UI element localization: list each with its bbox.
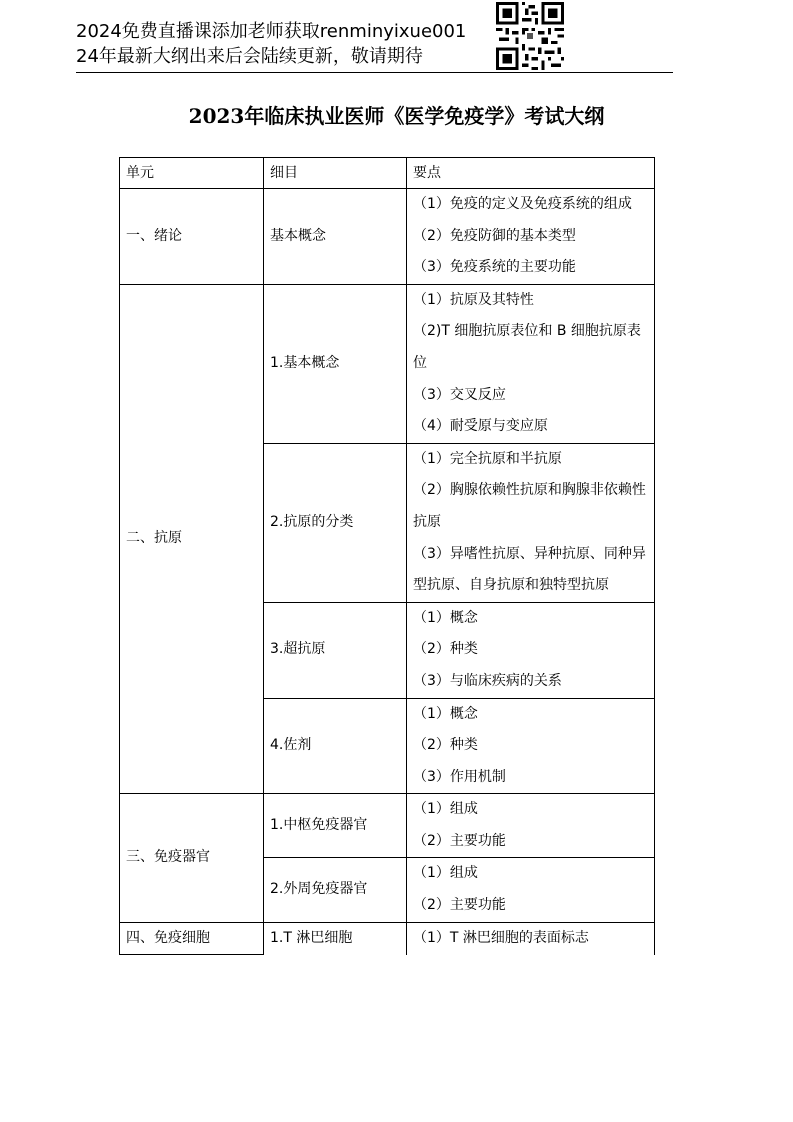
- point-text: （2）免疫防御的基本类型: [413, 227, 576, 244]
- point-text: （2）主要功能: [413, 897, 506, 914]
- point-text: （2）种类: [413, 641, 478, 658]
- point-text: （1）概念: [413, 705, 478, 722]
- table-header-row: [120, 158, 655, 189]
- points-cell: [407, 698, 655, 794]
- point-text: （1）概念: [413, 609, 478, 626]
- points-cell: [407, 922, 655, 955]
- point-text: （3）交叉反应: [413, 386, 506, 403]
- item-cell: 4.佐剂: [264, 698, 407, 794]
- header-unit: 单元: [120, 158, 264, 189]
- qr-code-icon: [496, 2, 564, 70]
- point-text: （1）组成: [413, 801, 478, 818]
- point-text: （3）异嗜性抗原、异种抗原、同种异型抗原、自身抗原和独特型抗原: [413, 545, 646, 594]
- header-points: 要点: [407, 158, 655, 189]
- table-row: [120, 794, 655, 858]
- item-cell: 2.外周免疫器官: [264, 858, 407, 922]
- header-rule: [76, 72, 673, 73]
- point-text: （3）作用机制: [413, 768, 506, 785]
- header-item: 细目: [264, 158, 407, 189]
- point-text: （1）完全抗原和半抗原: [413, 450, 562, 467]
- promo-line-1: 2024免费直播课添加老师获取renminyixue001: [76, 21, 467, 42]
- point-text: （2）主要功能: [413, 832, 506, 849]
- table-row: [120, 189, 655, 285]
- point-text: （3）与临床疾病的关系: [413, 672, 562, 689]
- item-cell: 1.中枢免疫器官: [264, 794, 407, 858]
- unit-cell: 三、免疫器官: [120, 794, 264, 922]
- unit-cell: 四、免疫细胞: [120, 922, 264, 955]
- point-text: （1）抗原及其特性: [413, 291, 534, 308]
- point-text: （2)T 细胞抗原表位和 B 细胞抗原表位: [413, 323, 641, 371]
- item-cell: 3.超抗原: [264, 602, 407, 698]
- page-title: 2023年临床执业医师《医学免疫学》考试大纲: [188, 104, 605, 128]
- points-cell: [407, 794, 655, 858]
- points-cell: [407, 858, 655, 922]
- promo-line-2: 24年最新大纲出来后会陆续更新，敬请期待: [76, 46, 423, 67]
- points-cell: [407, 189, 655, 285]
- table-row: [120, 284, 655, 443]
- unit-cell: 二、抗原: [120, 284, 264, 794]
- point-text: （1）免疫的定义及免疫系统的组成: [413, 196, 632, 212]
- unit-cell: 一、绪论: [120, 189, 264, 285]
- points-cell: [407, 443, 655, 602]
- item-cell: 1.基本概念: [264, 284, 407, 443]
- promo-header: [76, 20, 466, 68]
- point-text: （1）T 淋巴细胞的表面标志: [413, 929, 589, 946]
- table-row: [120, 922, 655, 955]
- point-text: （4）耐受原与变应原: [413, 418, 548, 435]
- point-text: （3）免疫系统的主要功能: [413, 259, 576, 276]
- points-cell: [407, 284, 655, 443]
- syllabus-table: [119, 157, 655, 955]
- points-cell: [407, 602, 655, 698]
- item-cell: 基本概念: [264, 189, 407, 285]
- item-cell: 2.抗原的分类: [264, 443, 407, 602]
- item-cell: 1.T 淋巴细胞: [264, 922, 407, 955]
- point-text: （2）种类: [413, 737, 478, 754]
- point-text: （1）组成: [413, 865, 478, 882]
- point-text: （2）胸腺依赖性抗原和胸腺非依赖性抗原: [413, 482, 646, 530]
